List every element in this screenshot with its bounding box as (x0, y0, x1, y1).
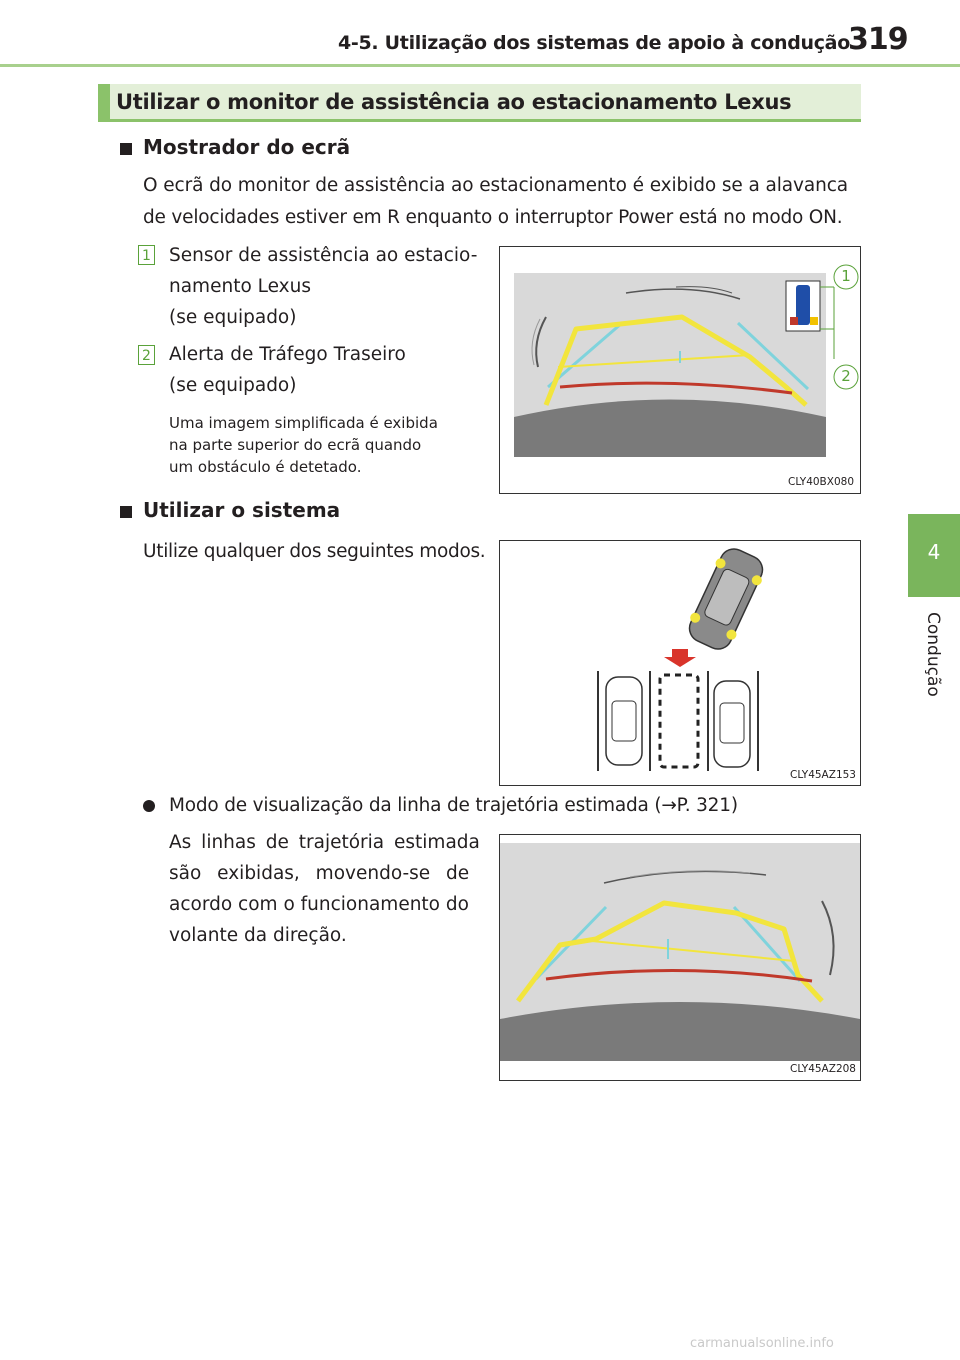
figure-callout-2: 2 (841, 367, 851, 385)
footer-watermark: carmanualsonline.info (690, 1336, 834, 1351)
figure-monitor-display (499, 246, 861, 494)
item-2-line-1: Alerta de Tráfego Traseiro (169, 344, 406, 365)
note-line-2: na parte superior do ecrã quando (169, 436, 422, 454)
callout-badge-1: 1 (138, 245, 155, 265)
item-1-line-2: namento Lexus (169, 276, 311, 297)
item-1-line-3: (se equipado) (169, 307, 297, 328)
round-bullet-icon (143, 800, 155, 812)
page-number: 319 (848, 22, 908, 57)
trajectory-illustration (500, 835, 860, 1080)
square-bullet-icon (120, 143, 132, 155)
figure-trajectory-lines (499, 834, 861, 1081)
use-system-intro: Utilize qualquer dos seguintes modos. (143, 541, 486, 562)
section-title: Utilizar o monitor de assistência ao estacionamento Lexus (116, 90, 792, 114)
figure-callout-1: 1 (841, 267, 851, 285)
mode-desc-line-3: acordo com o funcionamento do (169, 894, 469, 915)
subheading-use-system: Utilizar o sistema (143, 498, 341, 522)
chapter-tab-number: 4 (927, 540, 941, 564)
item-1-line-1: Sensor de assistência ao estacio- (169, 245, 478, 266)
figure-parking (499, 540, 861, 786)
intro-line-2: de velocidades estiver em R enquanto o interruptor Power está no modo ON. (143, 207, 843, 228)
parking-illustration (500, 541, 860, 785)
mode-desc-line-4: volante da direção. (169, 925, 347, 946)
chapter-tab-label: Condução (923, 612, 943, 697)
header-rule (0, 64, 960, 67)
mode-bullet-text: Modo de visualização da linha de trajetória estimada (→P. 321) (169, 795, 738, 816)
figure-code: CLY45AZ153 (790, 769, 856, 781)
intro-line-1: O ecrã do monitor de assistência ao estacionamento é exibido se a alavanca (143, 175, 849, 196)
note-line-1: Uma imagem simplificada é exibida (169, 414, 438, 432)
mode-desc-line-2: são exibidas, movendo-se de (169, 863, 470, 884)
square-bullet-icon (120, 506, 132, 518)
running-header-title: 4-5. Utilização dos sistemas de apoio à condução (338, 32, 850, 54)
mode-desc-line-1: As linhas de trajetória estimada (169, 832, 480, 853)
figure-code: CLY45AZ208 (790, 1063, 856, 1075)
figure-code: CLY40BX080 (788, 476, 854, 488)
monitor-display-illustration (500, 247, 860, 493)
item-2-line-2: (se equipado) (169, 375, 297, 396)
callout-badge-2: 2 (138, 345, 155, 365)
subheading-screen-display: Mostrador do ecrã (143, 135, 351, 159)
note-line-3: um obstáculo é detetado. (169, 458, 362, 476)
